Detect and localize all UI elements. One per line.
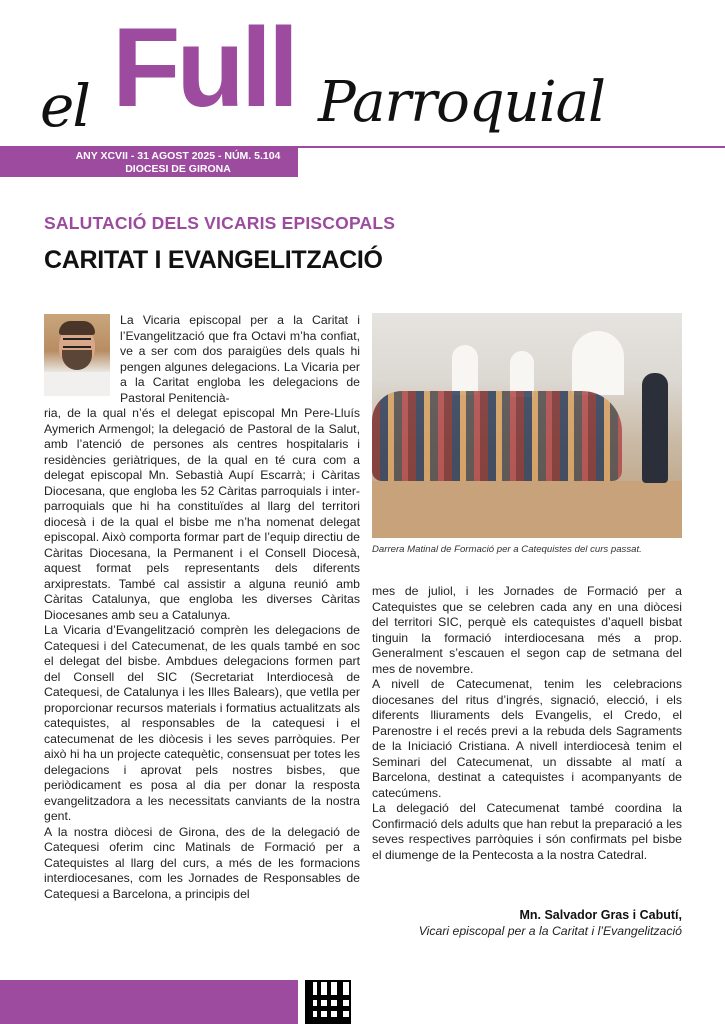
photo-caption: Darrera Matinal de Formació per a Catequistes del curs passat. — [372, 544, 642, 555]
article-column-2 — [372, 584, 682, 863]
paragraph: La delegació del Catecumenat també coordina la Confirmació dels adults que han rebut la preparació a les seves respectives parròquies i són confirmats pel bisbe el diumenge de la Pentecosta a la nostra Catedral. — [372, 801, 682, 862]
issue-diocese: DIOCESI DE GIRONA — [125, 162, 231, 175]
footer-bar — [0, 980, 298, 1024]
article-intro — [120, 313, 360, 406]
intro-paragraph: La Vicaria episcopal per a la Caritat i l’Evangelització que fra Octavi m’ha confiat, ve a ser com dos paraigües dels quals hi pengen algunes delegacions. La Vicaria per a la Caritat engloba les delegacions de Pastoral Penitencià- — [120, 313, 360, 405]
paragraph: A la nostra diòcesi de Girona, des de la delegació de Catequesi oferim cinc Matinals de Formació per a Catequistes al llarg del curs, a més de les formacions interdiocesanes, com les Jornades de Responsables de Catequesi a Barcelona, a principis del — [44, 824, 360, 901]
issue-date-number: ANY XCVII - 31 AGOST 2025 - NÚM. 5.104 — [75, 150, 281, 162]
signature-name: Mn. Salvador Gras i Cabutí, — [519, 908, 682, 922]
article-kicker: SALUTACIÓ DELS VICARIS EPISCOPALS — [44, 213, 396, 233]
masthead-full: Full — [112, 5, 296, 130]
issue-info — [60, 150, 296, 175]
signature-role: Vicari episcopal per a la Caritat i l’Evangelització — [418, 924, 682, 938]
author-photo — [44, 314, 110, 396]
paragraph: La Vicaria d’Evangelització comprèn les delegacions de Catequesi i del Catecumenat, de les quals també en soc el delegat del bisbe. Ambdues delegacions formen part del Consell del SIC (Secretariat Interdiocesà de Catequesi, de Catalunya i les Illes Balears), que vetlla per proporcionar recursos materials i formatius actualitzats als catequistes, al responsables de la catequesi i el catecumenat de les diòcesis i les seves parròquies. Per això hi ha un projecte catequètic, consensuat per totes les delegacions i aprovat pels nostres bisbes, que periòdicament es posa al dia per donar la resposta evangelitzadora a les necessitats canviants de la nostra gent. — [44, 623, 360, 823]
paragraph: A nivell de Catecumenat, tenim les celebracions diocesanes del ritus d’ingrés, signació, elecció, i els diferents lliuraments dels Evangelis, el Credo, el Parenostre i el recés previ a la rebuda dels Sagraments de la Iniciació Cristiana. A nivell interdiocesà tenim el Seminari del Catecumenat, un dissabte al matí a Barcelona, destinat a catequistes i acompanyants de catecúmens. — [372, 677, 682, 800]
paragraph: ria, de la qual n’és el delegat episcopal Mn Pere-Lluís Aymerich Armengol; la delegació de Pastoral de la Salut, amb l’atenció de persones als centres hospitalaris i residències geriàtriques, de la qual en té cura com a delegat episcopal Mn. Sebastià Aupí Escarrà; i Càritas Diocesana, que engloba les 52 Càritas parroquials i inter-parroquials que hi ha constituïdes al llarg del territori diocesà i de la qual el bisbe me n’ha nomenat delegat episcopal. Això comporta formar part de l’equip directiu de Càritas Diocesana, la Permanent i el Consell Diocesà, aquest format pels representants dels diferents arxiprestats. També cal assistir a alguna reunió amb Càritas Catalunya, que engloba les diverses Càritas Diocesanes amb seu a Catalunya. — [44, 406, 360, 622]
paragraph: mes de juliol, i les Jornades de Formació per a Catequistes que se celebren cada any en una diòcesi del territori SIC, perquè els catequistes d’aquell bisbat tinguin la formació interdiocesana més a prop. Generalment s’escauen el segon cap de setmana del mes de novembre. — [372, 584, 682, 676]
qr-code-icon — [305, 980, 351, 1024]
article-title: CARITAT I EVANGELITZACIÓ — [44, 246, 383, 274]
masthead-parroquial: Parroquial — [318, 70, 605, 135]
article-column-1 — [44, 406, 360, 902]
article-photo — [372, 313, 682, 538]
masthead-el: el — [40, 72, 89, 140]
